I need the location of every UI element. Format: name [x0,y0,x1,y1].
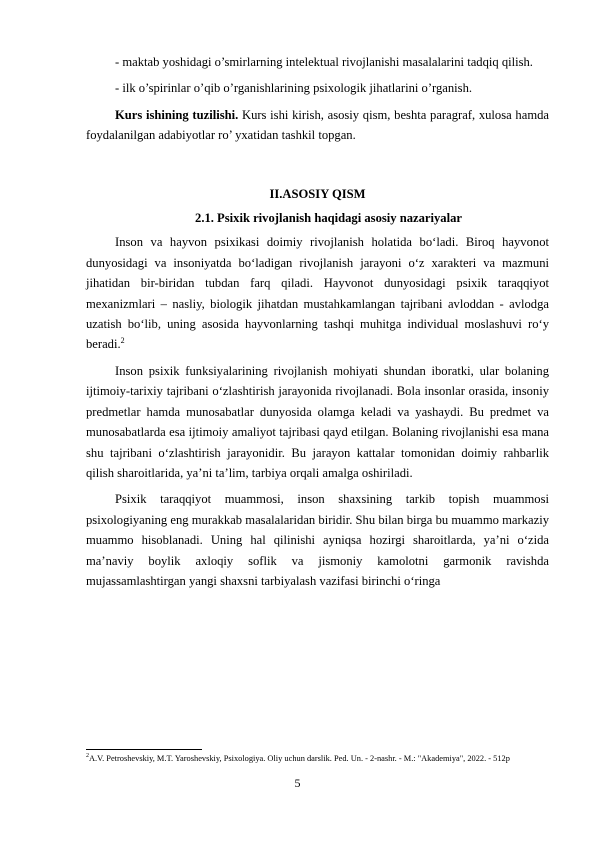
body-paragraph-2: Inson psixik funksiyalarining rivojlanish mohiyati shundan iboratki, ular bolaning ijtimoiy-tarixiy tajribani o‘zlashtirish jarayonida rivojlanadi. Bola insonlar orasida, insoniy predmetlar hamda munosabatlar dunyosida olamga keladi va yashaydi. Bu predmet va munosabatlarda esa ijtimoiy amaliyot tajribasi qayd etilgan. Bolaning rivojlanishi esa mana shu tajribani o‘zlashtirish jarayonidir. Bu jarayon kattalar tomonidan doimiy rahbarlik qilish sharoitlarida, ya’ni ta’lim, tarbiya orqali amalga oshiriladi. [86,363,549,480]
footnote-text: A.V. Petroshevskiy, M.T. Yaroshevskiy, Psixologiya. Oliy uchun darslik. Ped. Un. - 2-nashr. - M.: "Akademiya", 2022. - 512p [89,754,510,763]
objective-item-2: - ilk o’spirinlar o’qib o’rganishlarining psixologik jihatlarini o’rganish. [115,81,473,96]
body-paragraph-1-text: Inson va hayvon psixikasi doimiy rivojlanish holatida bo‘ladi. Biroq hayvonot dunyosidagi va insoniyatda bo‘ladigan rivojlanish jarayoni o‘z xarakteri va mazmuni jihatidan bir-biridan tubdan farq qiladi. Hayvonot dunyosidagi psixik taraqqiyot mexanizmlari – nasliy, biologik jihatdan mustahkamlangan tajribani avloddan - avlodga uzatish bo‘lib, uning asosida hayvonlarning tashqi muhitga individual moslashuvi ro‘y beradi. [86,235,549,352]
footnote [86,753,549,764]
main-heading: II.ASOSIY QISM [269,186,366,201]
body-paragraph-1 [86,232,549,354]
body-paragraph-3: Psixik taraqqiyot muammosi, inson shaxsining tarkib topish muammosi psixologiyaning eng murakkab masalalaridan biridir. Shu bilan birga bu muammo markaziy muammo hisoblanadi. Uning hal qilinishi ayniqsa hozirgi sharoitlarda, ya’ni o‘zida ma’naviy boylik axloqiy soflik va jismoniy kamolotni garmonik ravishda mujassamlashtirgan yangi shaxsni tarbiyalash vazifasi birinchi o‘ringa [86,492,549,588]
structure-paragraph [86,105,549,146]
page-number: 5 [294,776,301,790]
footnote-reference: 2 [120,336,125,346]
page-content [86,52,549,591]
objective-item-1: - maktab yoshidagi o’smirlarning intelektual rivojlanishi masalalarini tadqiq qilish. [115,55,533,69]
structure-text: Kurs ishi kirish, asosiy qism, beshta paragraf, xulosa hamda foydalanilgan adabiyotlar ro’ yxatidan tashkil topgan. [86,107,549,143]
footnote-number: 2 [86,753,89,760]
section-heading: 2.1. Psixik rivojlanish haqidagi asosiy nazariyalar [195,211,462,226]
footnote-divider [86,749,202,750]
structure-label: Kurs ishining tuzilishi. [115,107,239,122]
